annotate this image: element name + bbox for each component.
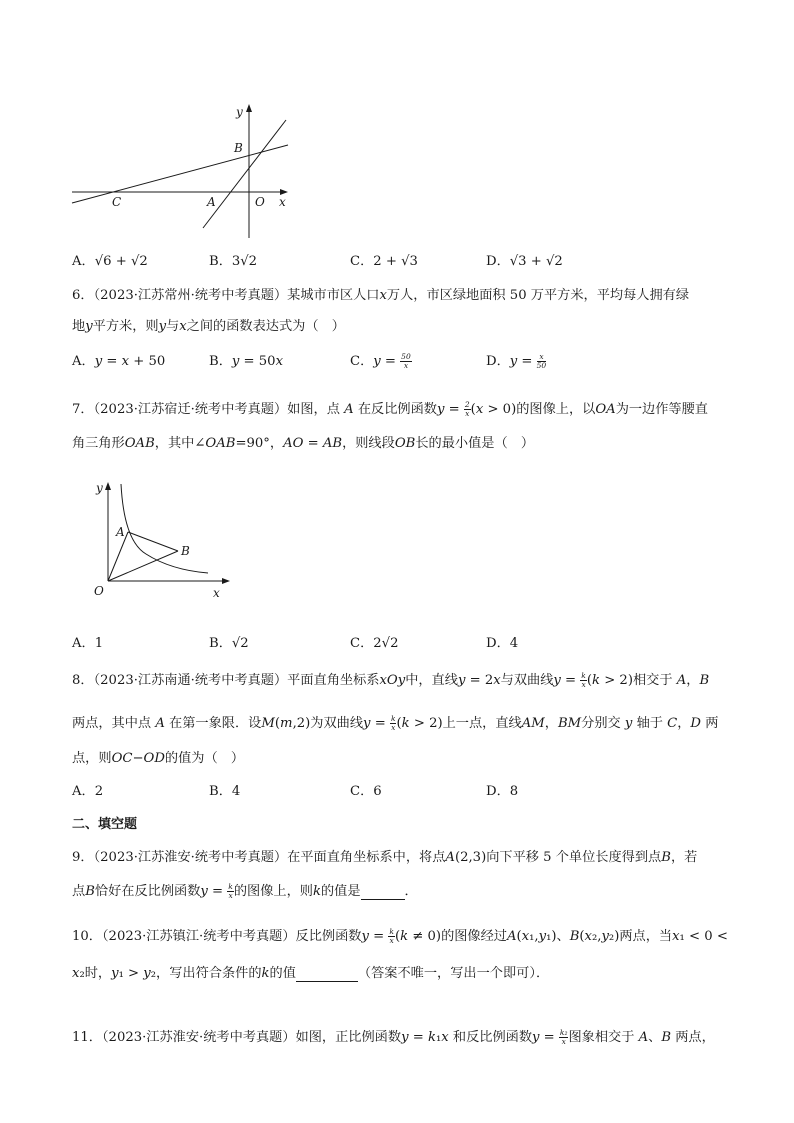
- q10-line2: x₂时，y₁ > y₂，写出符合条件的k的值 （答案不唯一，写出一个即可）．: [72, 966, 550, 981]
- q7-side-ab: [128, 532, 178, 551]
- q10-line1: 10．（2023·江苏镇江·统考中考真题）反比例函数y = $\frac{k}{x}$ (k ≠ 0)的图像经过A(x₁,y₁)、B(x₂,y₂)两点，当x₁ < 0 <: [72, 927, 728, 945]
- q6-option-c: C．y = $\frac{50}{x}$: [350, 352, 411, 370]
- q6-option-a: A．y = x + 50: [72, 354, 166, 369]
- q7-label-y: y: [96, 481, 103, 495]
- q9-answer-blank[interactable]: [361, 884, 405, 900]
- q8-option-d: D．8: [486, 784, 519, 799]
- q5-option-b: B．3√2: [209, 254, 258, 269]
- q8-option-c: C．6: [350, 784, 382, 799]
- q5-label-y: y: [236, 105, 243, 119]
- q8-option-b: B．4: [209, 784, 241, 799]
- q5-label-x: x: [279, 195, 286, 209]
- q7-label-b: B: [181, 544, 190, 558]
- q7-hyperbola: [121, 484, 208, 573]
- q7-label-a: A: [116, 525, 125, 539]
- q7-label-o: O: [94, 584, 104, 598]
- q5-option-a: A．√6 + √2: [72, 254, 148, 269]
- q9-line2: 点B恰好在反比例函数y = $\frac{k}{x}$ 的图像上，则k的值是 ．: [72, 882, 418, 900]
- q7-x-arrow: [222, 578, 230, 584]
- q7-figure: [86, 476, 236, 604]
- q8-line2: 两点，其中点 A 在第一象限．设M(m,2)为双曲线y = $\frac{k}{x}$ (k > 2)上一点，直线AM，BM分别交 y 轴于 C，D 两: [72, 714, 719, 732]
- q6-line2: 地y平方米，则y与x之间的函数表达式为（ ）: [72, 319, 345, 334]
- q5-figure: [66, 100, 296, 242]
- q8-options: [72, 780, 692, 800]
- q6-option-b: B．y = 50x: [209, 354, 283, 369]
- q7-option-c: C．2√2: [350, 636, 399, 651]
- q7-option-a: A．1: [72, 636, 104, 651]
- q11-line1: 11．（2023·江苏淮安·统考中考真题）如图，正比例函数y = k₁x 和反比例函数y = $\frac{\text{k₂}}{x}$ 图象相交于 A、B 两点，: [72, 1028, 715, 1046]
- q8-line1: 8．（2023·江苏南通·统考中考真题）平面直角坐标系xOy中，直线y = 2x与双曲线y = $\frac{k}{x}$ (k > 2)相交于 A，B: [72, 671, 710, 689]
- q8-line3: 点，则OC−OD的值为（ ）: [72, 751, 245, 766]
- q7-label-x: x: [213, 586, 220, 600]
- section-heading-fill-in: 二、填空题: [72, 817, 138, 832]
- q7-option-d: D．4: [486, 636, 519, 651]
- q7-options: [72, 632, 692, 652]
- q7-option-b: B．√2: [209, 636, 249, 651]
- q5-label-c: C: [112, 195, 122, 209]
- q7-line2: 角三角形OAB，其中∠OAB=90°，AO = AB，则线段OB长的最小值是（ ）: [72, 436, 535, 451]
- q5-label-b: B: [234, 141, 243, 155]
- q9-line1: 9．（2023·江苏淮安·统考中考真题）在平面直角坐标系中，将点A(2,3)向下平移 5 个单位长度得到点B，若: [72, 850, 698, 865]
- q5-label-a: A: [207, 195, 216, 209]
- q6-line1: 6．（2023·江苏常州·统考中考真题）某城市市区人口x万人，市区绿地面积 50 万平方米，平均每人拥有绿: [72, 288, 690, 303]
- q5-option-d: D．√3 + √2: [486, 254, 563, 269]
- q5-line-ab: [203, 120, 286, 228]
- q5-option-c: C．2 + √3: [350, 254, 418, 269]
- q5-options: [72, 250, 692, 270]
- q6-option-d: D．y = $\frac{x}{50}$: [486, 352, 547, 370]
- q8-option-a: A．2: [72, 784, 104, 799]
- q7-line1: 7．（2023·江苏宿迁·统考中考真题）如图，点 A 在反比例函数y = $\frac{2}{x}$ (x > 0)的图像上，以OA为一边作等腰直: [72, 400, 708, 418]
- q5-label-o: O: [255, 195, 265, 209]
- q10-answer-blank[interactable]: [296, 966, 358, 982]
- q6-options: [72, 350, 692, 370]
- q5-y-arrow: [246, 104, 252, 112]
- q7-y-arrow: [105, 482, 111, 490]
